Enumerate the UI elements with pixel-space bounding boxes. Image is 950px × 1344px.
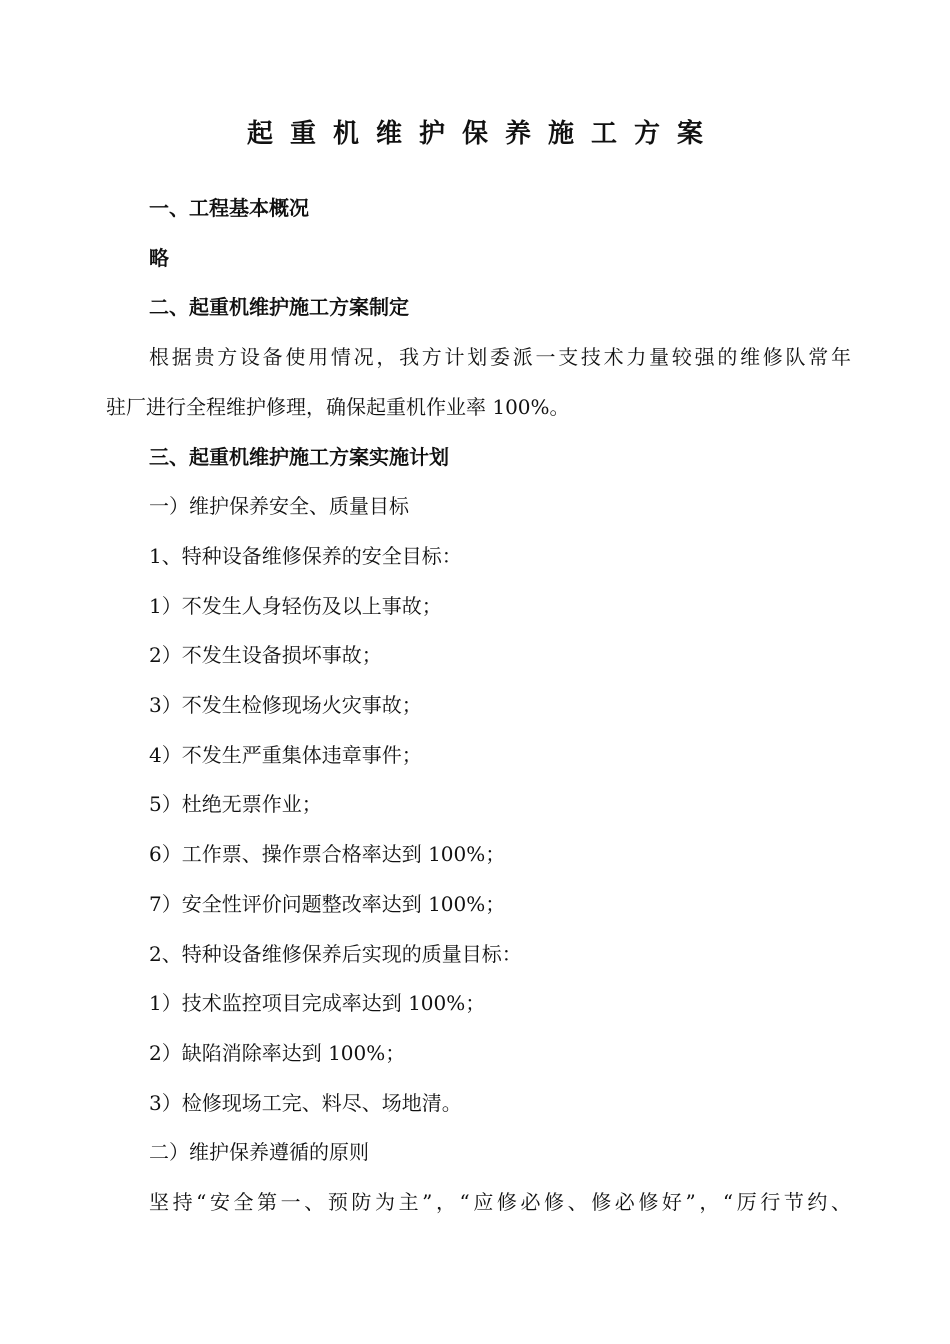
text-line: 二）维护保养遵循的原则 (149, 1140, 369, 1165)
text-line: 2）缺陷消除率达到 100%； (149, 1040, 406, 1065)
section-heading: 二、起重机维护施工方案制定 (149, 295, 409, 320)
text-line: 1、特种设备维修保养的安全目标： (149, 543, 462, 568)
document-body (106, 184, 851, 1228)
document-title: 起重机维护保养施工方案 (246, 119, 720, 149)
section-heading: 一、工程基本概况 (149, 196, 309, 220)
text-line: 2、特种设备维修保养后实现的质量目标： (149, 941, 522, 966)
text-line: 根据贵方设备使用情况，我方计划委派一支技术力量较强的维修队常年 (149, 345, 851, 370)
text-line: 3）检修现场工完、料尽、场地清。 (149, 1090, 462, 1115)
text-line: 一）维护保养安全、质量目标 (149, 494, 409, 519)
text-line: 5）杜绝无票作业； (149, 792, 322, 817)
text-line: 1）技术监控项目完成率达到 100%； (149, 991, 486, 1016)
text-line: 6）工作票、操作票合格率达到 100%； (149, 842, 506, 867)
text-line: 1）不发生人身轻伤及以上事故； (149, 593, 442, 618)
text-line: 3）不发生检修现场火灾事故； (149, 693, 422, 718)
text-line: 4）不发生严重集体违章事件； (149, 742, 422, 767)
section-heading: 略 (149, 245, 169, 270)
text-line: 2）不发生设备损坏事故； (149, 643, 382, 668)
text-line: 7）安全性评价问题整改率达到 100%； (149, 891, 506, 916)
text-line: 坚持“安全第一、预防为主”，“应修必修、修必修好”，“厉行节约、 (149, 1190, 851, 1215)
text-line: 驻厂进行全程维护修理，确保起重机作业率 100%。 (106, 394, 570, 419)
section-heading: 三、起重机维护施工方案实施计划 (149, 444, 449, 469)
